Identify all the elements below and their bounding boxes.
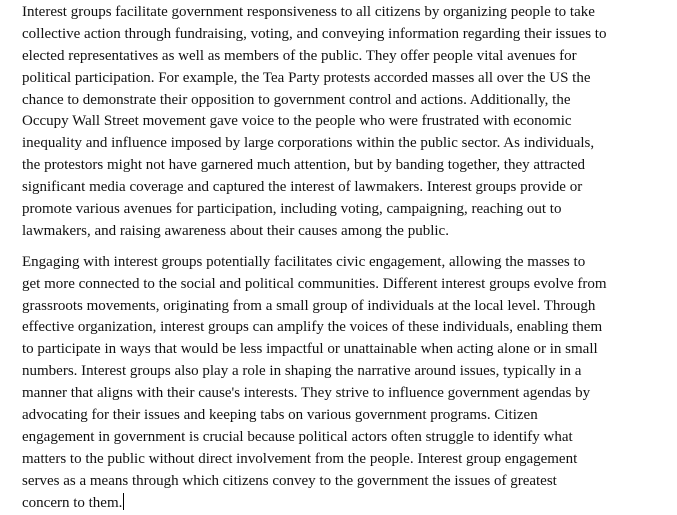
text-cursor (123, 493, 124, 510)
text-line: engagement in government is crucial because political actors often struggle to identify what (22, 428, 573, 445)
paragraph-spacing (22, 243, 662, 252)
paragraph-1 (22, 2, 662, 243)
text-line: chance to demonstrate their opposition to government control and actions. Additionally, the (22, 91, 571, 108)
text-line: political participation. For example, the Tea Party protests accorded masses all over the US the (22, 69, 591, 86)
text-line: the protestors might not have garnered much attention, but by banding together, they attracted (22, 157, 585, 174)
text-line: inequality and influence imposed by large corporations within the public sector. As individuals, (22, 135, 595, 152)
text-line: concern to them. (22, 494, 123, 511)
text-line: promote various avenues for participation, including voting, campaigning, reaching out to (22, 201, 562, 218)
text-line: Interest groups facilitate government responsiveness to all citizens by organizing people to take (22, 4, 595, 20)
text-line: lawmakers, and raising awareness about their causes among the public. (22, 222, 449, 239)
paragraph-2 (22, 252, 662, 515)
text-line: get more connected to the social and political communities. Different interest groups evolve from (22, 275, 607, 292)
text-line: significant media coverage and captured the interest of lawmakers. Interest groups provide or (22, 179, 583, 196)
text-line: manner that aligns with their cause's interests. They strive to influence government agendas by (22, 385, 591, 402)
text-line: matters to the public without direct involvement from the people. Interest group engagement (22, 450, 578, 467)
text-line: Occupy Wall Street movement gave voice to the people who were frustrated with economic (22, 113, 572, 130)
text-line: to participate in ways that would be less impactful or unattainable when acting alone or in small (22, 341, 598, 358)
document-body[interactable] (22, 2, 662, 514)
text-line: elected representatives as well as members of the public. They offer people vital avenues for (22, 47, 577, 64)
text-line: serves as a means through which citizens convey to the government the issues of greatest (22, 472, 557, 489)
text-line: collective action through fundraising, voting, and conveying information regarding their issues to (22, 25, 607, 42)
text-line-last (22, 493, 662, 515)
text-line: Engaging with interest groups potentially facilitates civic engagement, allowing the masses to (22, 253, 586, 270)
text-line: numbers. Interest groups also play a role in shaping the narrative around issues, typically in a (22, 363, 582, 380)
text-line: advocating for their issues and keeping tabs on various government programs. Citizen (22, 407, 538, 424)
text-line: grassroots movements, originating from a small group of individuals at the local level. Through (22, 297, 596, 314)
text-line: effective organization, interest groups can amplify the voices of these individuals, enabling them (22, 319, 603, 336)
